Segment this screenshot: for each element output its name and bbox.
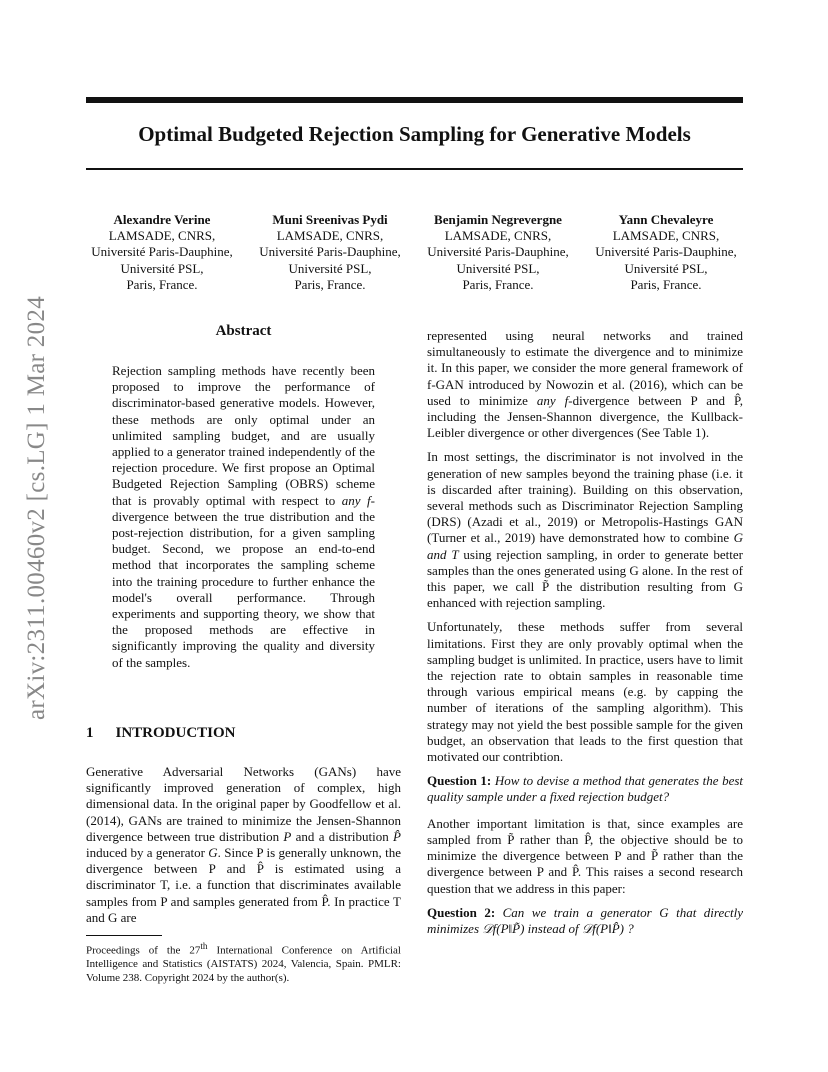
author-affiliation: LAMSADE, CNRS,	[612, 228, 720, 244]
section-heading	[86, 725, 236, 742]
question-text: How to devise a method that generates the best quality sample under a fixed rejection budget?	[427, 773, 744, 805]
math-symbol: P	[283, 828, 292, 844]
section-title: INTRODUCTION	[115, 725, 236, 741]
author-3	[414, 212, 582, 293]
body-paragraph	[427, 449, 743, 611]
paper-title: Optimal Budgeted Rejection Sampling for Generative Models	[138, 122, 691, 146]
body-text: using rejection sampling, in order to generate better samples than the ones generated using G alone. In the rest of this paper, we call P̃ the distribution resulting from G enhanced with rejection sampling.	[427, 546, 743, 611]
body-paragraph: Unfortunately, these methods suffer from several limitations. First they are only provably optimal when the sampling budget is unlimited. In practice, users have to limit the rejection rate to obtain samples in reasonable time through various empirical means (e.g. by capping the number of iterations of the sampling algorithm). This strategy may not yield the best possible sample for the given budget, an observation that leads to the first question that motivated our contribtion.	[427, 619, 743, 765]
body-emphasis: any f	[536, 392, 569, 408]
footnote-part: International Conference on Artificial Intelligence and Statistics (AISTATS) 2024, Valencia, Spain. PMLR: Volume 238. Copyright 2024 by the author(s).	[86, 944, 401, 984]
arxiv-stamp	[19, 288, 55, 728]
author-affiliation: Paris, France.	[294, 276, 366, 292]
author-name: Alexandre Verine	[113, 212, 211, 227]
footnote-superscript: th	[200, 941, 208, 951]
title-rule-bottom	[86, 168, 743, 170]
author-name: Yann Chevaleyre	[618, 212, 714, 227]
author-name: Benjamin Negrevergne	[434, 212, 562, 227]
author-affiliation: LAMSADE, CNRS,	[108, 228, 216, 244]
body-text: In most settings, the discriminator is not involved in the generation of new samples beyond the training phase (i.e. it is discarded after training). Building on this observation, several methods such as Discriminator Rejection Sampling (DRS) (Azadi et al., 2019) or Metropolis-Hastings GAN (Turner et al., 2019) have demonstrated how to combine	[427, 449, 743, 546]
author-affiliation: Paris, France.	[126, 276, 198, 292]
author-2	[246, 212, 414, 293]
author-1	[78, 212, 246, 293]
intro-text: and a distribution	[291, 828, 394, 844]
body-emphasis: G and T	[427, 530, 743, 562]
question-label: Question 1:	[427, 773, 492, 789]
abstract-text: -divergence between the true distribution and the post-rejection distribution, for a given sampling budget. Second, we propose an end-to-end method that incorporates the sampling scheme into the training procedure to further enhance the model's overall performance. Through experiments and supporting theory, we show that the proposed methods are effective in significantly improving the quality and diversity of the samples.	[112, 492, 375, 670]
intro-body	[86, 764, 401, 926]
arxiv-id: arXiv:2311.00460v2 [cs.LG] 1 Mar 2024	[23, 296, 50, 720]
author-affiliation: Université Paris-Dauphine,	[91, 244, 233, 260]
author-block	[78, 212, 750, 293]
author-name: Muni Sreenivas Pydi	[272, 212, 388, 227]
math-symbol: G	[208, 845, 218, 861]
body-text: -divergence between P and P̂, including the Jensen-Shannon divergence, the Kullback-Leibler divergence or other divergences (See Table 1).	[427, 392, 744, 441]
author-affiliation: Université PSL,	[624, 260, 708, 276]
author-affiliation: Université PSL,	[288, 260, 372, 276]
abstract-body	[112, 363, 375, 671]
author-affiliation: Paris, France.	[462, 276, 534, 292]
math-symbol: P̂	[393, 828, 401, 844]
question-text: Can we train a generator G that directly minimizes 𝒟f(P‖P̃) instead of 𝒟f(P‖P̂) ?	[427, 904, 744, 936]
intro-text: induced by a generator	[86, 845, 209, 861]
footnote	[86, 940, 401, 985]
author-affiliation: Université Paris-Dauphine,	[427, 244, 569, 260]
abstract-heading: Abstract	[215, 323, 272, 339]
author-affiliation: Université Paris-Dauphine,	[259, 244, 401, 260]
footnote-part: Proceedings of the 27	[86, 944, 201, 957]
author-affiliation: LAMSADE, CNRS,	[276, 228, 384, 244]
author-affiliation: Paris, France.	[630, 276, 702, 292]
title-rule-top	[86, 97, 743, 103]
footnote-text	[86, 940, 401, 985]
right-column	[427, 328, 743, 947]
intro-text: . Since P is generally unknown, the divergence between P and P̂ is estimated using a discriminator T, i.e. a function that discriminates available samples from P and samples generated from P̂. In practice T and G are	[86, 845, 401, 925]
abstract-paragraph	[112, 363, 375, 671]
question-label: Question 2:	[427, 904, 496, 920]
intro-text: Generative Adversarial Networks (GANs) have significantly improved generation of complex, high dimensional data. In the original paper by Goodfellow et al. (2014), GANs are trained to minimize the Jensen-Shannon divergence between true distribution	[86, 764, 401, 844]
author-affiliation: Université PSL,	[120, 260, 204, 276]
body-paragraph: Another important limitation is that, since examples are sampled from P̃ rather than P̂, the objective should be to minimize the divergence between P and P̃ rather than the divergence between P and P̂. This raises a second research question that we address in this paper:	[427, 815, 743, 896]
research-question-1	[427, 773, 743, 805]
footnote-rule	[86, 935, 162, 936]
section-number: 1	[86, 725, 94, 741]
author-affiliation: LAMSADE, CNRS,	[444, 228, 552, 244]
abstract-emphasis: any f	[341, 492, 371, 508]
author-affiliation: Université Paris-Dauphine,	[595, 244, 737, 260]
author-affiliation: Université PSL,	[456, 260, 540, 276]
author-4	[582, 212, 750, 293]
intro-paragraph	[86, 764, 401, 926]
abstract-text: Rejection sampling methods have recently been proposed to improve the performance of discriminator-based generative models. However, these methods are only optimal under an unlimited sampling budget, and are usually applied to a generator trained independently of the rejection procedure. We first propose an Optimal Budgeted Rejection Sampling (OBRS) scheme that is provably optimal with respect to	[112, 363, 375, 508]
body-paragraph	[427, 328, 743, 441]
research-question-2	[427, 905, 743, 937]
body-text: represented using neural networks and trained simultaneously to estimate the divergence and to minimize it. In this paper, we consider the more general framework of f-GAN introduced by Nowozin et al. (2016), which can be used to minimize	[427, 328, 743, 408]
